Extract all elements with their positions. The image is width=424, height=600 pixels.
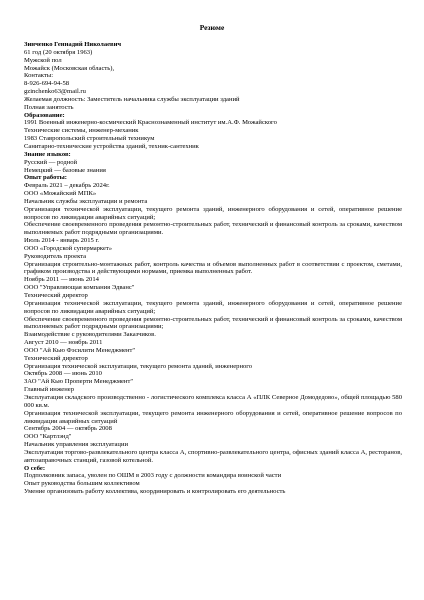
about-item: Умение организовать работу коллектива, координировать и контролировать его деятельность [24, 488, 286, 496]
job-description: Эксплуатация складского производственно - логистического комплекса класса А «ПЛК Северное Домодедово», общей площадью 580 000 кв.м. [24, 393, 402, 409]
job-role: Руководитель проекта [24, 252, 87, 260]
job-company: ООО "Ай Кью Фэсилити Менеджмент" [24, 346, 136, 354]
document-title: Резюме [199, 23, 225, 32]
resume-body [24, 41, 402, 496]
candidate-name: Зинченко Геннадий Николаевич [24, 41, 122, 48]
city: Можайск (Московская область), [24, 64, 115, 72]
job-description: Взаимодействие с руководителями Заказчиков. [24, 331, 156, 339]
job-company: ЗАО "Ай Кью Проперти Менеджмент" [24, 378, 134, 386]
languages-heading: Знание языков: [24, 150, 71, 158]
email-address: gzinchenko63@mail.ru [24, 88, 86, 96]
about-heading: О себе: [24, 464, 46, 472]
job-company: ООО «Городской супермаркет» [24, 244, 113, 252]
job-period: Июль 2014 - январь 2015 г. [24, 237, 100, 245]
job-description: Организация строительно-монтажных работ, контроль качества и объемов выполненных работ в соответствии с проектом, сметами, графиком производства и действующими нормами, приемка выполненных работ. [24, 260, 402, 276]
education-item: Технические системы, инженер-механик [24, 127, 139, 135]
job-role: Начальник службы эксплуатации и ремонта [24, 197, 148, 205]
job-company: ООО "Управляющая компания Эдванс" [24, 284, 135, 292]
about-item: Подполковник запаса, уволен по ОШМ в 2003 году с должности командира воинской части [24, 472, 282, 480]
job-description: Организация технической эксплуатации, текущего ремонта зданий, инженерного оборудования и сетей, оперативное решение вопросов по ликвидации аварийных ситуаций; [24, 299, 402, 315]
job-description: Организация технической эксплуатации, текущего ремонта зданий, инженерного оборудования и сетей, оперативное решение вопросов по ликвидации аварийных ситуаций; [24, 205, 402, 221]
job-role: Начальник управления эксплуатации [24, 441, 129, 449]
job-role: Технический директор [24, 292, 88, 299]
education-heading: Образование: [24, 111, 65, 119]
about-item: Опыт руководства большим коллективом [24, 480, 140, 488]
language-item: Немецкий — базовые знания [24, 166, 106, 174]
job-company: ООО «Можайский МПК» [24, 190, 97, 198]
birth-date: 61 год (20 октября 1963) [24, 48, 93, 56]
contacts-label: Контакты: [24, 72, 54, 80]
job-description: Обеспечение своевременного проведения ремонтно-строительных работ, технический и финансовый контроль за сроками, качеством выполняемых работ подрядными организациями; [24, 315, 402, 331]
job-description: Организация технической эксплуатации, текущего ремонта инженерного оборудования и сетей, оперативное решение вопросов по ликвидации аварийных ситуаций [24, 409, 402, 425]
language-item: Русский — родной [24, 158, 78, 166]
employment-type: Полная занятость [24, 103, 74, 111]
experience-heading: Опыт работы: [24, 174, 67, 182]
job-role: Технический директор [24, 354, 88, 362]
job-period: Сентябрь 2004 — октябрь 2008 [24, 425, 112, 433]
phone-number: 8-926-694-94-58 [24, 80, 70, 88]
job-description: Эксплуатация торгово-развлекательного центра класса А, спортивно-развлекательного центра, офисных зданий класса А, ресторанов, автозаправочных станций, газовой котельной. [24, 448, 402, 464]
gender: Мужской пол [24, 56, 62, 64]
job-period: Ноябрь 2011 — июнь 2014 [24, 276, 99, 284]
job-period: Февраль 2021 – декабрь 2024г. [24, 182, 110, 190]
education-item: Санитарно-технические устройства зданий, техник-сантехник [24, 142, 199, 150]
job-period: Октябрь 2008 — июнь 2010 [24, 370, 102, 378]
job-description: Обеспечение своевременного проведения ремонтно-строительных работ, технический и финансовый контроль за сроками, качеством выполняемых работ подрядными организациями. [24, 221, 402, 237]
desired-position: Желаемая должность: Заместитель начальника службы эксплуатации зданий [24, 95, 240, 103]
education-item: 1983 Ставропольский строительный техникум [24, 135, 155, 143]
job-period: Август 2010 — ноябрь 2011 [24, 339, 103, 347]
job-company: ООО "Картлэнд" [24, 433, 72, 441]
job-role: Главный инженер [24, 386, 74, 394]
job-description: Организация технической эксплуатации, текущего ремонта зданий, инженерного [24, 362, 253, 370]
education-item: 1991 Военный инженерно-космический Краснознаменный институт им.А.Ф. Можайского [24, 119, 277, 127]
